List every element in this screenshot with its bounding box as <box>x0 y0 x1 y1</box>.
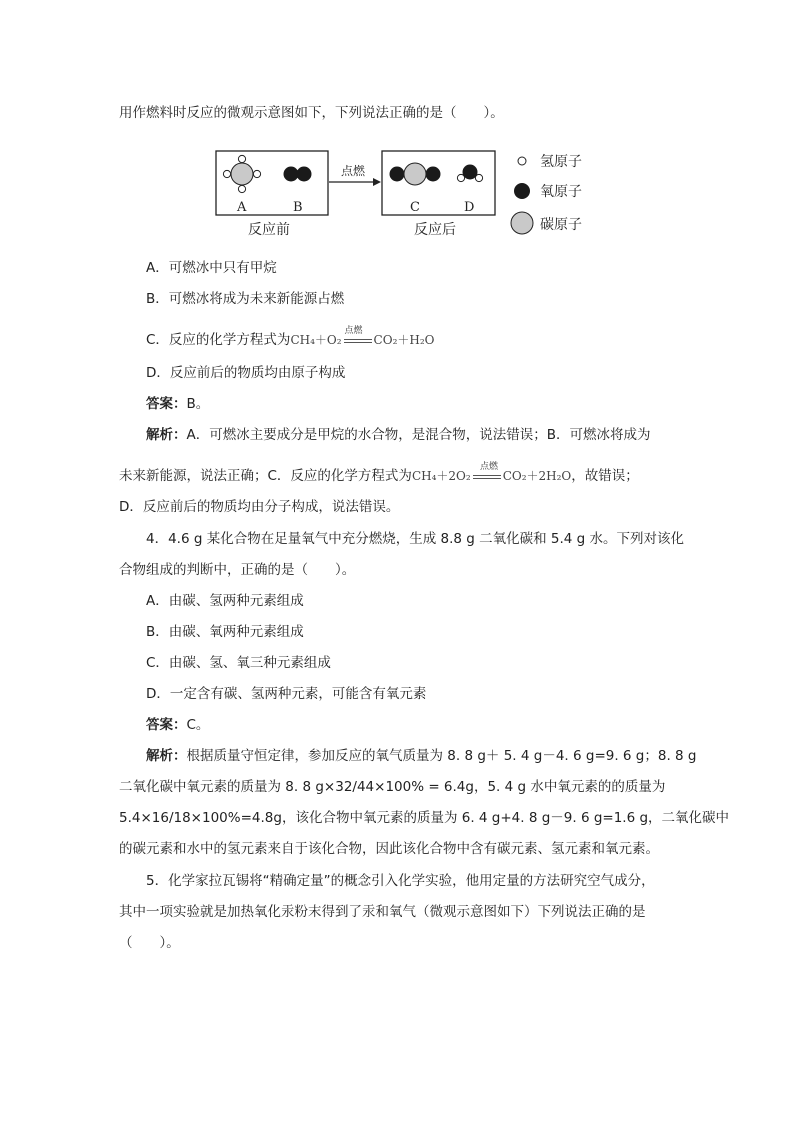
q4-analysis-line-1 <box>146 747 697 765</box>
q3-option-c <box>146 326 435 349</box>
arrow-head-icon <box>373 178 381 186</box>
analysis-label: 解析： <box>146 427 187 443</box>
label-before: 反应前 <box>248 222 290 238</box>
q4-analysis-line-3: 5.4×16/18×100%=4.8g，该化合物中氧元素的质量为 6. 4 g+4. 8 g－9. 6 g=1.6 g，二氧化碳中 <box>119 810 730 826</box>
hydrogen-atom-icon <box>518 157 526 165</box>
analysis-text: A．可燃冰主要成分是甲烷的水合物，是混合物，说法错误；B．可燃冰将成为 <box>186 427 651 443</box>
oxygen-atom-icon <box>514 183 530 199</box>
reaction-micro-diagram <box>210 148 605 242</box>
answer-value: C。 <box>186 717 210 733</box>
analysis-label: 解析： <box>146 748 187 764</box>
label-c: C <box>410 200 420 215</box>
q3-equation-rhs: CO₂＋H₂O <box>373 333 435 347</box>
molecule-a-icon <box>223 155 260 192</box>
analysis-equation-rhs: CO₂＋2H₂O <box>502 469 572 483</box>
legend-carbon: 碳原子 <box>540 217 582 233</box>
q3-analysis-line-2 <box>119 462 639 485</box>
q4-stem-line-1: 4．4.6 g 某化合物在足量氧气中充分燃烧，生成 8.8 g 二氧化碳和 5.4 g 水。下列对该化 <box>146 531 685 547</box>
q3-equation <box>290 326 435 349</box>
q3-option-a: A．可燃冰中只有甲烷 <box>146 260 277 276</box>
q5-stem-line-1: 5．化学家拉瓦锡将“精确定量”的概念引入化学实验，他用定量的方法研究空气成分， <box>146 873 655 889</box>
answer-value: B。 <box>186 396 210 412</box>
q5-stem-line-2: 其中一项实验就是加热氧化汞粉末得到了汞和氧气（微观示意图如下）下列说法正确的是 <box>119 904 646 920</box>
after-box <box>382 151 495 215</box>
label-after: 反应后 <box>414 222 456 238</box>
analysis-text: 根据质量守恒定律，参加反应的氧气质量为 8. 8 g＋ 5. 4 g－4. 6 g=9. 6 g；8. 8 g <box>186 748 697 764</box>
q4-analysis-line-2: 二氧化碳中氧元素的质量为 8. 8 g×32/44×100% = 6.4g，5. 4 g 水中氧元素的的质量为 <box>119 779 666 795</box>
before-box <box>216 151 328 215</box>
label-a: A <box>237 200 247 215</box>
q3-analysis-line-3: D．反应前后的物质均由分子构成，说法错误。 <box>119 499 400 515</box>
analysis-text: ，故错误； <box>571 468 639 484</box>
q3-option-b: B．可燃冰将成为未来新能源占燃 <box>146 291 345 307</box>
label-b: B <box>293 200 303 215</box>
q4-stem-line-2: 合物组成的判断中，正确的是（ ）。 <box>119 562 356 578</box>
q4-analysis-line-4: 的碳元素和水中的氢元素来自于该化合物，因此该化合物中含有碳元素、氢元素和氧元素。 <box>119 841 659 857</box>
q3-analysis-line-1 <box>146 426 651 444</box>
molecule-c-icon <box>390 163 441 185</box>
q4-option-d: D．一定含有碳、氢两种元素，可能含有氧元素 <box>146 686 427 702</box>
q4-option-c: C．由碳、氢、氧三种元素组成 <box>146 655 331 671</box>
label-d: D <box>464 200 475 215</box>
intro-text: 用作燃料时反应的微观示意图如下，下列说法正确的是（ ）。 <box>119 105 504 121</box>
q3-equation-condition: 点燃 <box>344 326 363 336</box>
molecule-d-icon <box>457 165 482 182</box>
q5-stem-line-3: （ ）。 <box>119 935 180 951</box>
arrow-condition: 点燃 <box>341 164 366 178</box>
answer-label: 答案： <box>146 396 187 412</box>
q4-option-a: A．由碳、氢两种元素组成 <box>146 593 304 609</box>
q3-analysis-equation <box>411 462 572 485</box>
legend-hydrogen: 氢原子 <box>540 154 582 170</box>
q3-option-d: D．反应前后的物质均由原子构成 <box>146 365 346 381</box>
analysis-equation-condition: 点燃 <box>479 462 498 472</box>
molecule-b-icon <box>284 167 312 182</box>
legend-oxygen: 氧原子 <box>540 184 582 200</box>
q3-answer <box>146 395 209 413</box>
legend <box>511 154 582 234</box>
analysis-equation-lhs: CH₄＋2O₂ <box>411 469 471 483</box>
q4-option-b: B．由碳、氧两种元素组成 <box>146 624 304 640</box>
q3-option-c-prefix: C．反应的化学方程式为 <box>146 332 291 348</box>
q4-answer <box>146 716 209 734</box>
analysis-text: 未来新能源，说法正确；C．反应的化学方程式为 <box>119 468 412 484</box>
answer-label: 答案： <box>146 717 187 733</box>
carbon-atom-icon <box>511 212 533 234</box>
q3-equation-lhs: CH₄＋O₂ <box>290 333 342 347</box>
